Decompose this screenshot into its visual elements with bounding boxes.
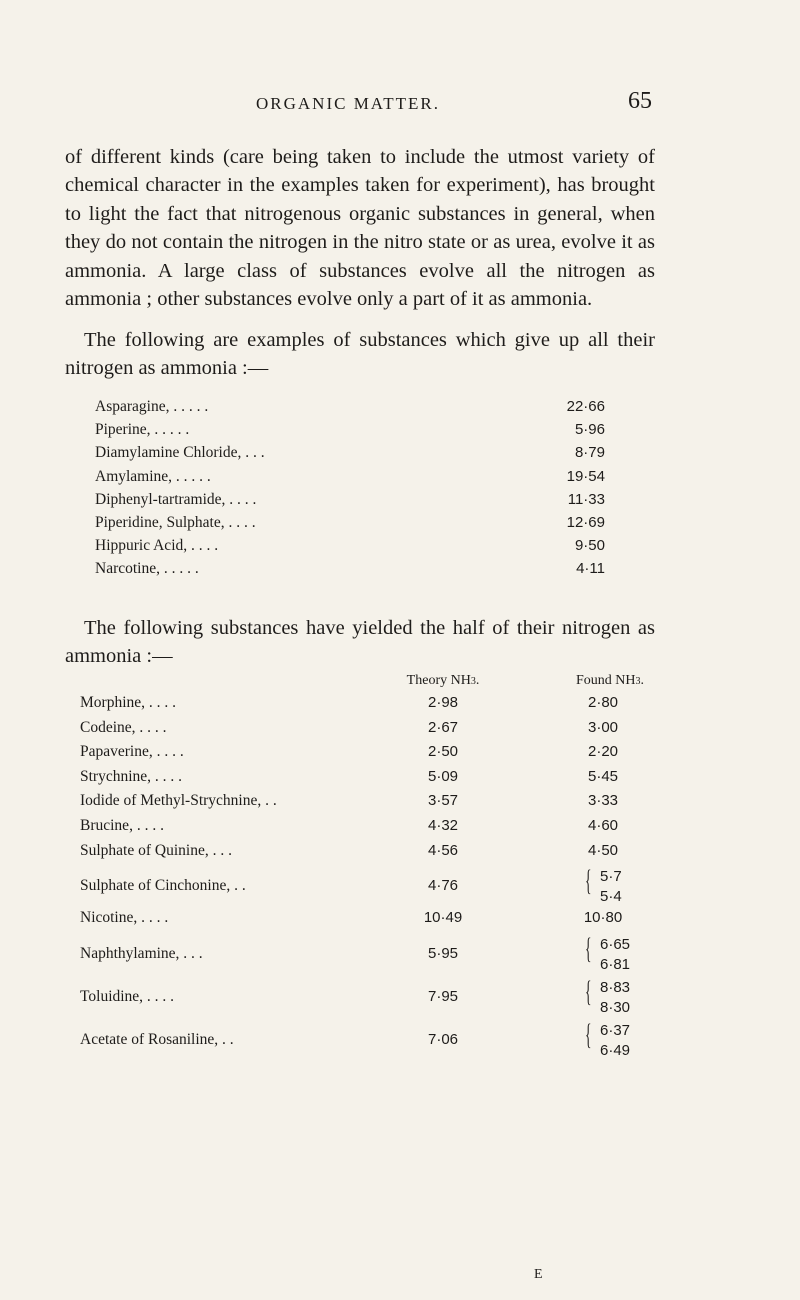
page-number: 65 [628, 88, 652, 114]
table-row [80, 817, 700, 842]
theory-value: 2·67 [427, 718, 459, 736]
table-row [80, 842, 700, 867]
substance-value: 22·66 [566, 398, 605, 415]
running-title: ORGANIC MATTER. [256, 94, 440, 113]
found-value: 5·4 [600, 888, 622, 906]
found-value: 4·60 [587, 816, 619, 834]
found-value: 6·81 [600, 955, 631, 973]
theory-value: 7·95 [427, 987, 459, 1005]
theory-value: 4·56 [427, 841, 459, 859]
paragraph-all-nitrogen: The following are examples of substances which give up all their nitrogen as ammonia :— [65, 329, 655, 380]
brace-symbol: { [585, 1017, 592, 1051]
half-nitrogen-table [80, 670, 700, 1063]
found-value: 5·7 [600, 868, 622, 886]
substance-name: Morphine, . . . . [80, 694, 177, 711]
substance-name: Diamylamine Chloride, . . . [95, 444, 265, 462]
found-value: 10·80 [583, 909, 623, 927]
substance-name: Papaverine, . . . . [80, 743, 184, 761]
table-row [80, 931, 700, 977]
substance-value: 9·50 [574, 537, 605, 555]
brace-symbol: { [585, 864, 592, 898]
found-values [600, 978, 630, 1018]
theory-value: 7·06 [427, 1030, 459, 1048]
table-row [80, 792, 700, 817]
table-row [80, 974, 700, 1020]
theory-value: 10·49 [423, 909, 463, 927]
signature-mark: E [534, 1267, 543, 1282]
found-value: 8·30 [600, 998, 631, 1016]
list-item [95, 421, 605, 444]
table-row [80, 909, 700, 934]
found-value: 3·00 [587, 718, 619, 736]
substance-value: 12·69 [566, 513, 605, 531]
table-row [80, 768, 700, 793]
found-value: 6·49 [600, 1041, 631, 1059]
found-values [600, 867, 622, 907]
substance-value: 4·11 [576, 560, 605, 578]
substance-name: Diphenyl-tartramide, . . . . [95, 490, 257, 508]
table-header [80, 670, 700, 694]
theory-value: 5·95 [427, 944, 459, 962]
theory-column-header: Theory NH3. [406, 673, 480, 688]
brace-symbol: { [585, 974, 592, 1008]
all-nitrogen-list [95, 398, 605, 584]
found-value: 4·50 [587, 841, 619, 859]
list-item [95, 468, 605, 491]
theory-value: 2·98 [427, 694, 459, 711]
theory-value: 4·32 [427, 816, 459, 834]
paragraph-half-nitrogen: The following substances have yielded the half of their nitrogen as ammonia :— [65, 617, 655, 668]
substance-name: Sulphate of Quinine, . . . [80, 841, 232, 859]
table-row [80, 866, 700, 909]
substance-name: Codeine, . . . . [80, 718, 167, 736]
substance-name: Piperidine, Sulphate, . . . . [95, 513, 256, 531]
found-value: 2·20 [587, 743, 619, 761]
substance-name: Strychnine, . . . . [80, 767, 183, 785]
found-column-header: Found NH3. [575, 673, 644, 688]
substance-name: Nicotine, . . . . [80, 909, 169, 927]
list-item [95, 514, 605, 537]
substance-name: Asparagine, . . . . . [95, 398, 209, 415]
list-item [95, 444, 605, 467]
table-row [80, 743, 700, 768]
substance-value: 19·54 [566, 467, 605, 485]
theory-value: 4·76 [427, 877, 459, 895]
substance-value: 5·96 [574, 421, 605, 439]
list-item [95, 491, 605, 514]
substance-value: 8·79 [574, 444, 605, 462]
substance-name: Amylamine, . . . . . [95, 467, 211, 485]
found-values [600, 1021, 630, 1061]
substance-name: Brucine, . . . . [80, 816, 164, 834]
table-row [80, 1017, 700, 1063]
table-row [80, 694, 700, 719]
theory-value: 5·09 [427, 767, 459, 785]
substance-name: Sulphate of Cinchonine, . . [80, 877, 246, 895]
substance-name: Toluidine, . . . . [80, 987, 175, 1005]
substance-name: Narcotine, . . . . . [95, 560, 199, 578]
found-value: 2·80 [587, 694, 619, 711]
found-values [600, 935, 630, 975]
substance-name: Acetate of Rosaniline, . . [80, 1030, 234, 1048]
list-item [95, 398, 605, 421]
running-head [0, 88, 800, 118]
list-item [95, 560, 605, 583]
substance-name: Hippuric Acid, . . . . [95, 537, 219, 555]
found-value: 5·45 [587, 767, 619, 785]
substance-value: 11·33 [567, 490, 605, 508]
brace-symbol: { [585, 931, 592, 965]
substance-name: Naphthylamine, . . . [80, 944, 203, 962]
table-row [80, 719, 700, 744]
found-value: 6·65 [600, 935, 631, 953]
found-value: 6·37 [600, 1021, 631, 1039]
theory-value: 3·57 [427, 792, 459, 810]
theory-value: 2·50 [427, 743, 459, 761]
substance-name: Iodide of Methyl-Strychnine, . . [80, 792, 277, 810]
paragraph-intro: of different kinds (care being taken to include the utmost variety of chemical character in the examples taken for experiment), has brought to light the fact that nitrogenous organic substances in general, when they do not contain the nitrogen in the nitro state or as urea, evolve it as ammonia. A large class of substances evolve all the nitrogen as ammonia ; other substances evolve only a part of it as ammonia. [65, 146, 655, 311]
list-item [95, 537, 605, 560]
found-value: 8·83 [600, 978, 631, 996]
substance-name: Piperine, . . . . . [95, 421, 190, 439]
found-value: 3·33 [587, 792, 619, 810]
